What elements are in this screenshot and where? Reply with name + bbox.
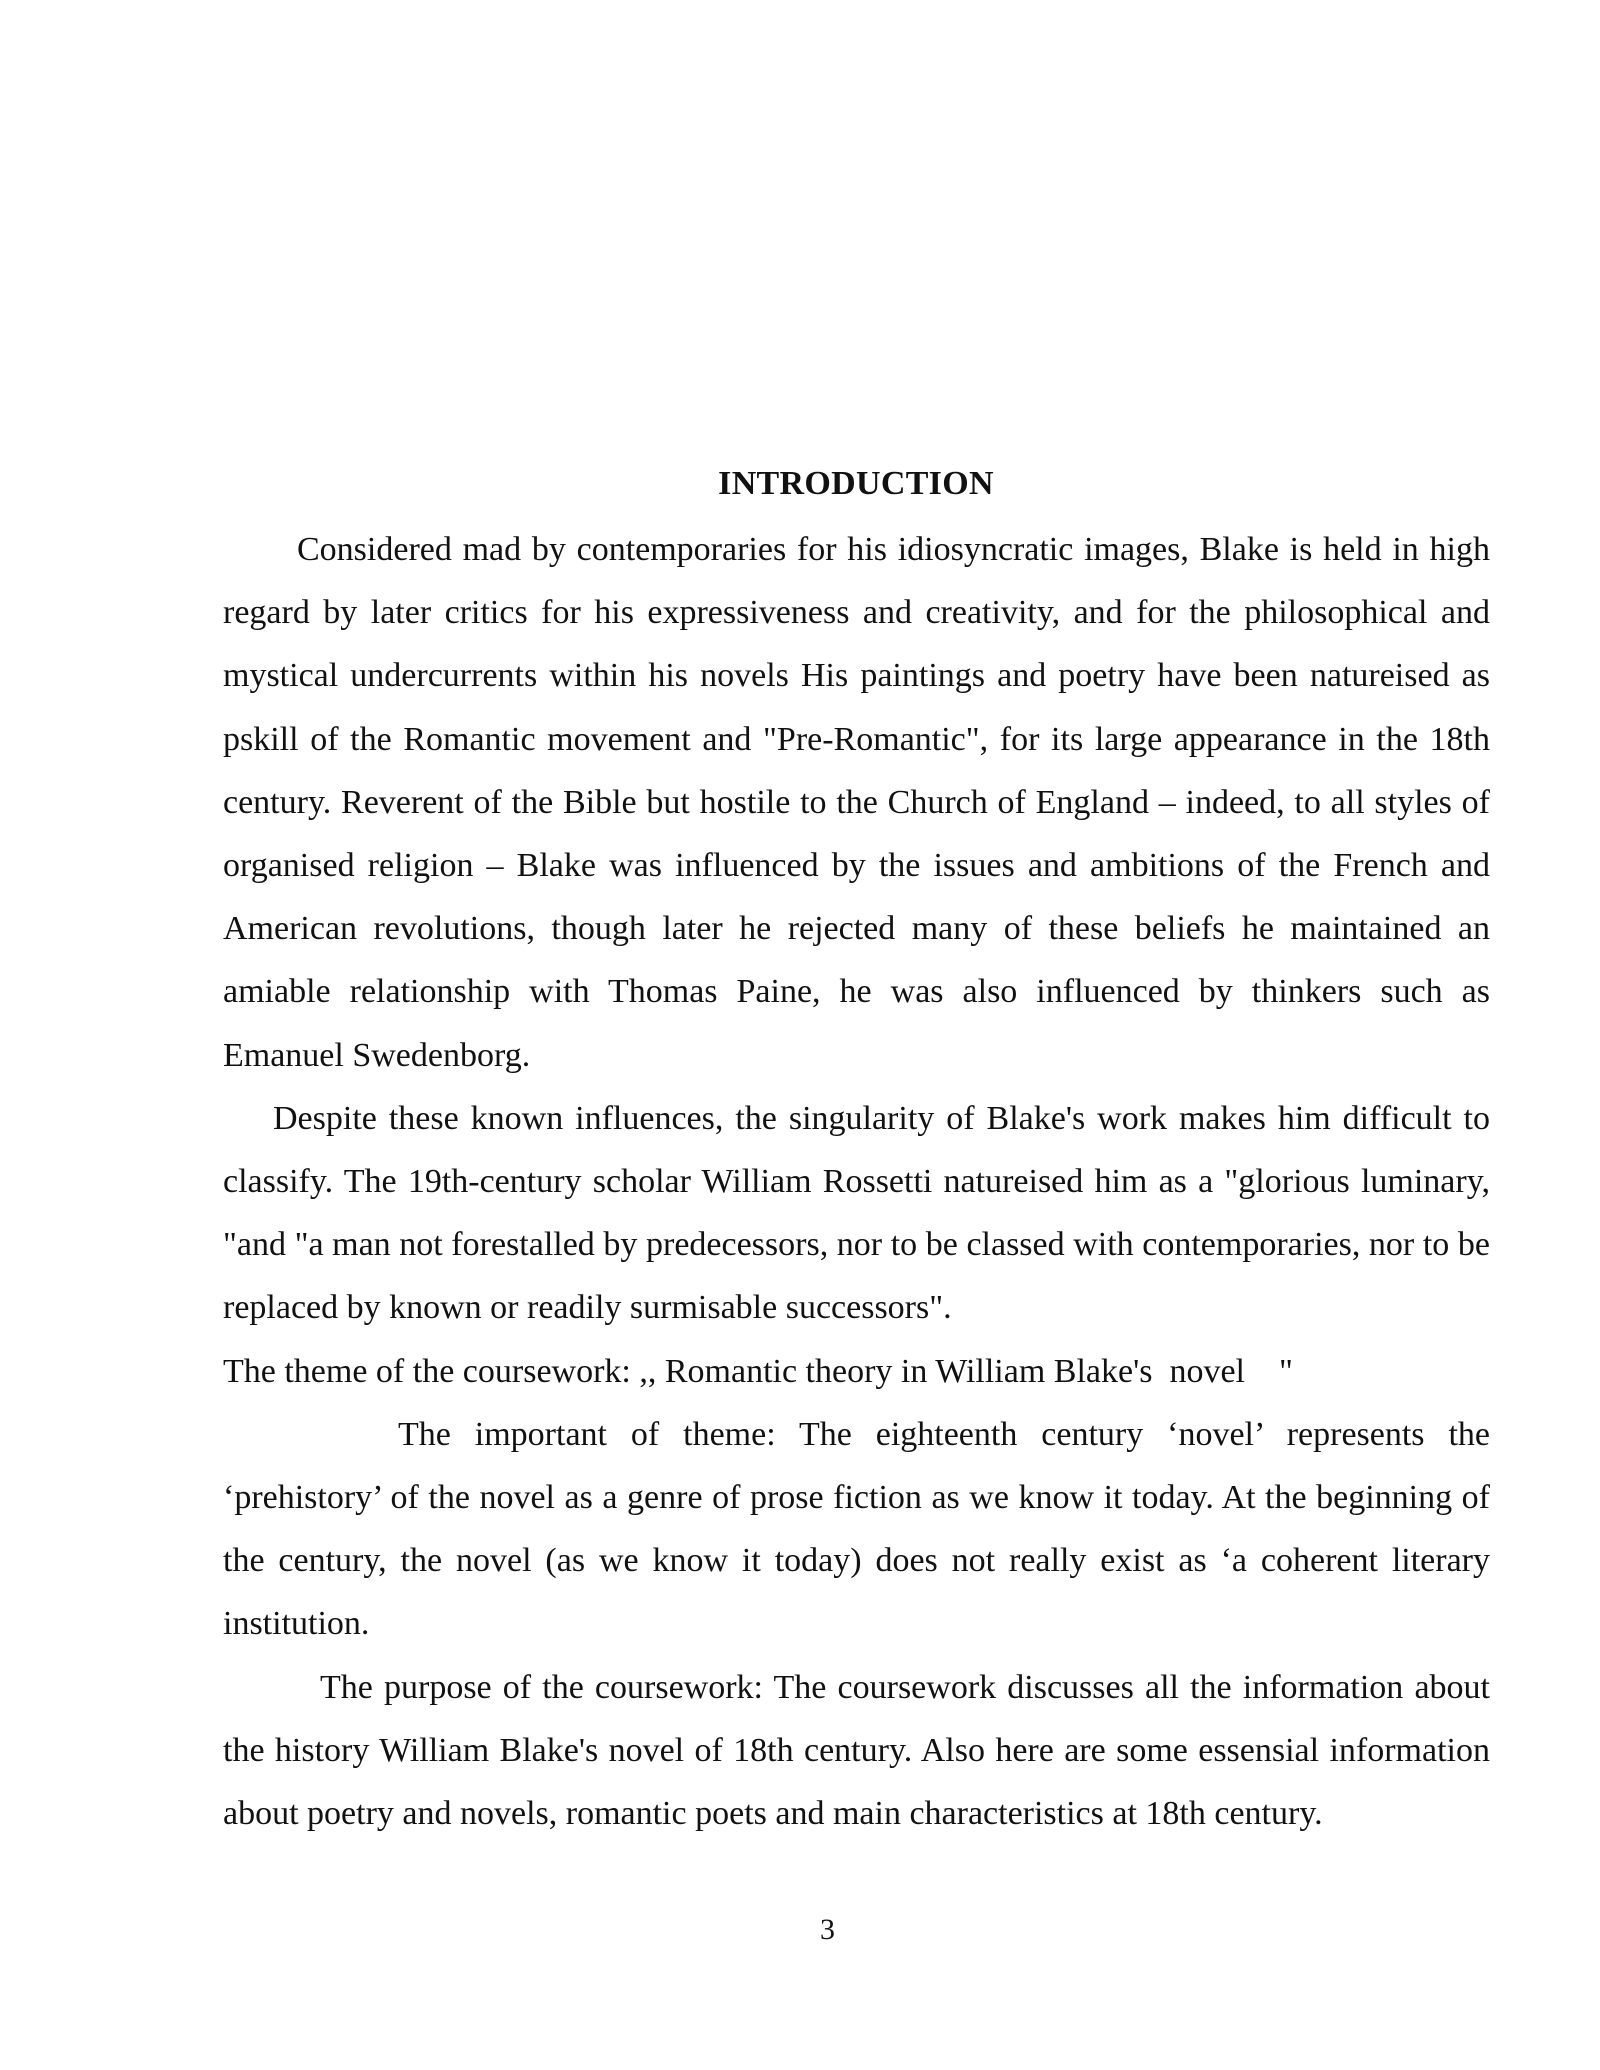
page-title: INTRODUCTION [718,465,994,502]
paragraph-importance: The important of theme: The eighteenth century ‘novel’ represents the ‘prehistory’ of the novel as a genre of prose fiction as we know it today. At the beginning of the century, the novel (as we know it today) does not really exist as ‘a coherent literary institution. [223,1415,1490,1643]
paragraph-theme: The theme of the coursework: ,, Romantic theory in William Blake's novel " [223,1352,1293,1390]
body-text [223,518,1490,1845]
paragraph-influences: Despite these known influences, the singularity of Blake's work makes him difficult to classify. The 19th-century scholar William Rossetti natureised him as a "glorious luminary, "and "a man not forestalled by predecessors, nor to be classed with contemporaries, nor to be replaced by known or readily surmisable successors". [223,1099,1490,1327]
paragraph-purpose: The purpose of the coursework: The coursework discusses all the information about the history William Blake's novel of 18th century. Also here are some essensial information about poetry and novels, romantic poets and main characteristics at 18th century. [223,1668,1490,1833]
paragraph-intro: Considered mad by contemporaries for his idiosyncratic images, Blake is held in high regard by later critics for his expressiveness and creativity, and for the philosophical and mystical undercurrents within his novels His paintings and poetry have been natureised as pskill of the Romantic movement and "Pre-Romantic", for its large appearance in the 18th century. Reverent of the Bible but hostile to the Church of England – indeed, to all styles of organised religion – Blake was influenced by the issues and ambitions of the French and American revolutions, though later he rejected many of these beliefs he maintained an amiable relationship with Thomas Paine, he was also influenced by thinkers such as Emanuel Swedenborg. [223,531,1490,1074]
page-number: 3 [820,1913,835,1946]
